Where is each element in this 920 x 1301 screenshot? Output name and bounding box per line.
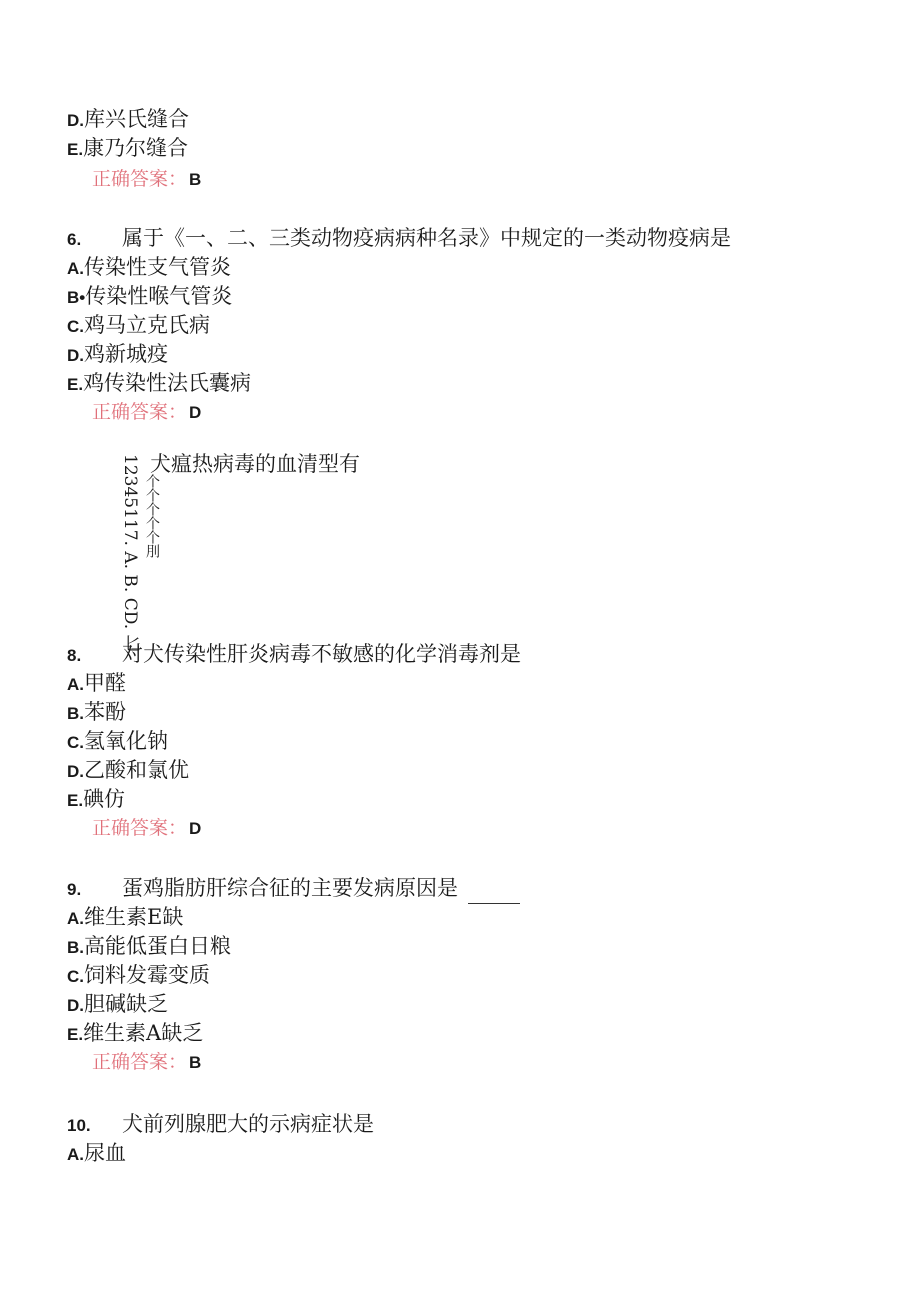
question-stem: 6. 属于《一、二、三类动物疫病病种名录》中规定的一类动物疫病是: [67, 226, 731, 250]
option-b: B•传染性喉气管炎: [67, 284, 233, 308]
option-d: D.鸡新城疫: [67, 342, 168, 366]
correct-answer: 正确答案： D: [92, 817, 202, 839]
option-c: C.鸡马立克氏病: [67, 313, 210, 337]
option-d: D.库兴氏缝合: [67, 107, 189, 131]
vertical-options-text: 12345117. A. B. CD. 匕: [120, 454, 140, 652]
option-c: C.氢氧化钠: [67, 729, 168, 753]
question-stem: 9. 蛋鸡脂肪肝综合征的主要发病原因是: [67, 874, 520, 904]
option-d: D.胆碱缺乏: [67, 992, 168, 1016]
option-e: E.鸡传染性法氏囊病: [67, 371, 252, 395]
option-c: C.饲料发霉变质: [67, 963, 210, 987]
vertical-units-text: 个个个个个刖: [144, 474, 160, 558]
question-stem: 10. 犬前列腺肥大的示病症状是: [67, 1112, 374, 1136]
question-stem: 犬瘟热病毒的血清型有: [150, 452, 360, 476]
answer-blank: [468, 883, 520, 904]
option-e: E.维生素A缺乏: [67, 1021, 204, 1045]
question-stem: 8. 对犬传染性肝炎病毒不敏感的化学消毒剂是: [67, 642, 521, 666]
option-a: A.尿血: [67, 1141, 126, 1165]
option-a: A.甲醛: [67, 671, 126, 695]
correct-answer: 正确答案： B: [92, 168, 202, 190]
correct-answer: 正确答案： D: [92, 401, 202, 423]
option-b: B.高能低蛋白日粮: [67, 934, 231, 958]
option-b: B.苯酚: [67, 700, 126, 724]
option-d: D.乙酸和氯优: [67, 758, 189, 782]
option-a: A.维生素E缺: [67, 905, 184, 929]
question-7-block: [120, 450, 382, 652]
option-e: E.碘仿: [67, 787, 126, 811]
option-e: E.康乃尔缝合: [67, 136, 189, 160]
correct-answer: 正确答案： B: [92, 1051, 202, 1073]
option-a: A.传染性支气管炎: [67, 255, 231, 279]
